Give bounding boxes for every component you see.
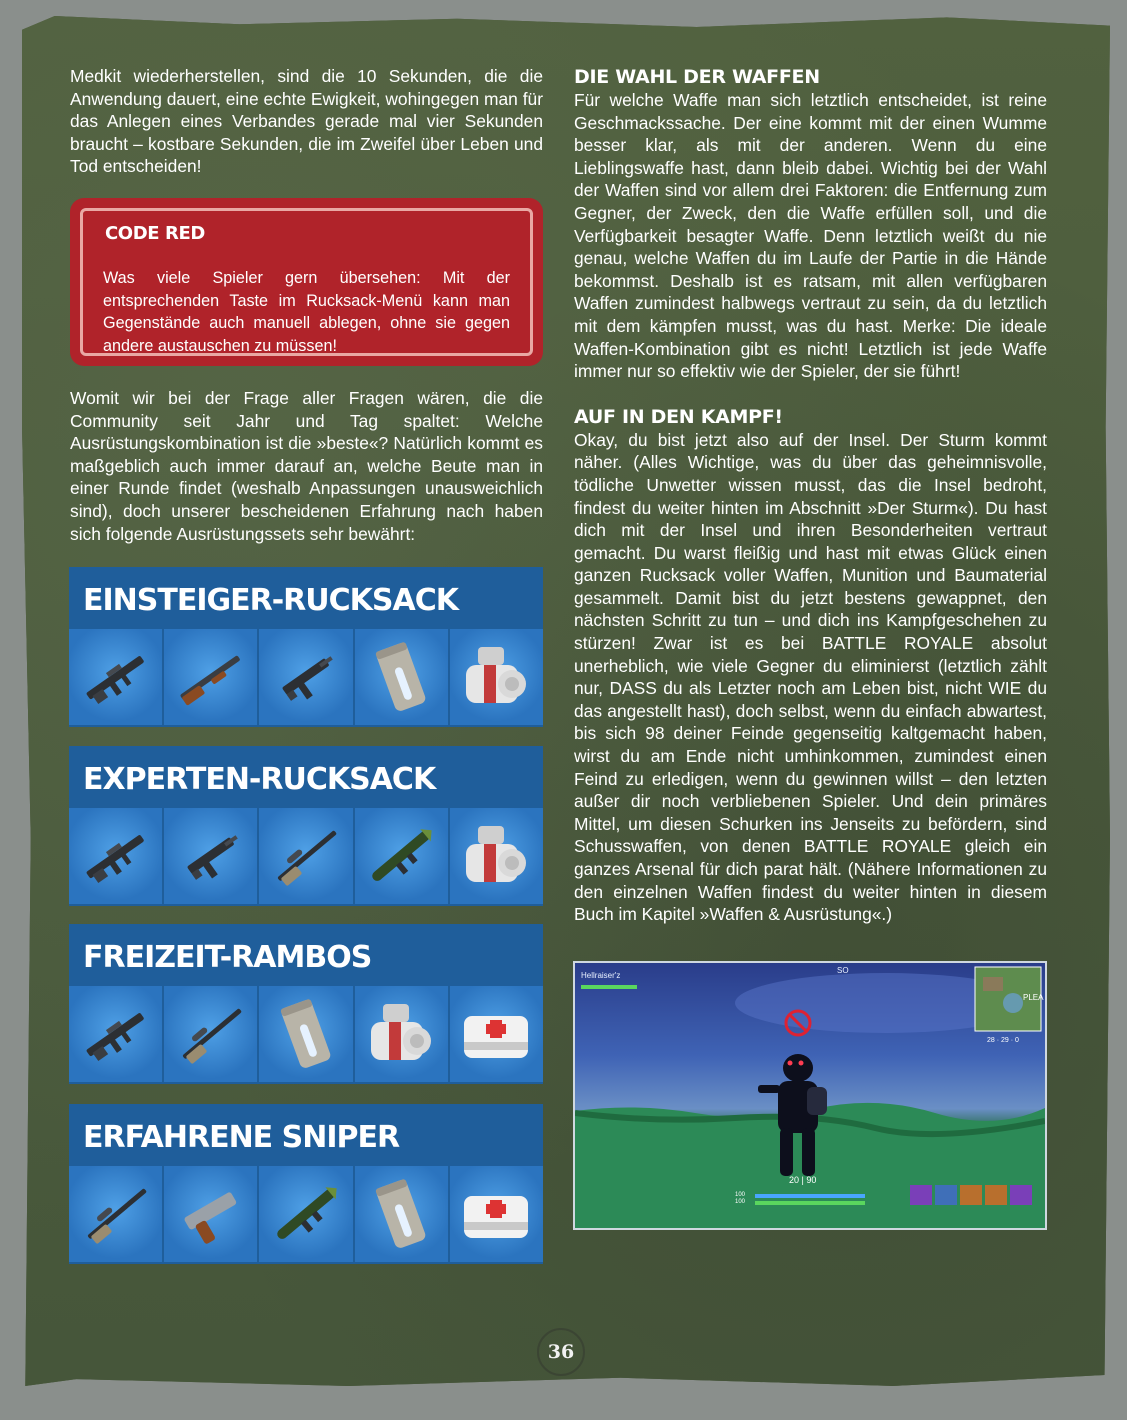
smg-icon [266,637,346,717]
item-tile [259,1166,352,1262]
left-column [70,65,543,178]
item-tile [164,1166,257,1262]
health-value: 100 [735,1199,746,1205]
kit-items [69,808,543,904]
code-red-title: CODE RED [105,223,205,244]
rifle-icon [76,637,156,717]
screenshot-scene [575,963,1045,1228]
compass-label: SO [837,966,849,975]
pistol-icon [171,1174,251,1254]
code-red-box [70,198,543,366]
heading-into-fight: AUF IN DEN KAMPF! [574,405,783,428]
item-tile [259,629,352,725]
kit-items [69,629,543,725]
kit-title: EXPERTEN-RUCKSACK [83,762,436,797]
item-tile [69,1166,162,1262]
right-column [574,65,1047,926]
into-fight-paragraph: Okay, du bist jetzt also auf der Insel. Der Sturm kommt näher. (Alles Wichtige, was du über das geheimnisvolle, tödliche Unwetter wissen musst, das die Insel bedroht, findest du weiter hinten im Abschnitt »Der Sturm«). Du hast dich mit der Insel und ihren Besonderheiten vertraut gemacht. Du warst fleißig und hast mit etwas Glück einen ganzen Rucksack voller Waffen, Munition und Baumaterial gesammelt. Damit bist du jetzt bestens gewappnet, den nächsten Schritt zu tun – und dich ins Kampfgeschehen zu stürzen! Zwar ist es bei BATTLE ROYALE absolut unerheblich, wie viele Gegner du eliminierst (letztlich zählt nur, DASS du als Letzter noch am Leben bist, nicht WIE du das angestellt hast), doch selbst, wenn du einfach abwartest, bis sich 98 deiner Feinde gegenseitig kaltgemacht haben, wirst du am Ende nicht umhinkommen, zumindest einen Feind zu erledigen, wenn du gewinnen willst – den letzten außer dir noch verbliebenen Spieler. Und dein primäres Mittel, um diesen Schurken ins Jenseits zu befördern, sind Schusswaffen, von denen BATTLE ROYALE gleich ein ganzes Arsenal für dich parat hält. (Nähere Informationen zu den einzelnen Waffen findest du weiter hinten in diesem Buch im Kapitel »Waffen & Ausrüstung«.) [574,429,1047,925]
item-tile [69,808,162,904]
item-tile [355,808,448,904]
item-tile [450,808,543,904]
weapon-choice-paragraph: Für welche Waffe man sich letztlich entscheidet, ist reine Geschmackssache. Der eine kommt mit der einen Wumme besser klar, als mit der anderen. Wenn du eine Lieblingswaffe hast, dann bleib dabei. Wichtig bei der Wahl der Waffen sind vor allem drei Faktoren: die Entfernung zum Gegner, der Zweck, den die Waffe erfüllen soll, und die Verfügbarkeit besagter Waffe. Denn letztlich weißt du nie genau, welche Waffen du im Laufe der Partie in die Hände bekommst. Deshalb ist es ratsam, mit allen verfügbaren Waffen zumindest halbwegs vertraut zu sein, da du letztlich mit dem kämpfen musst, was du hast. Merke: Die ideale Waffen-Kombination gibt es nicht! Letztlich ist jede Waffe immer nur so effektiv wie der Spieler, der sie führt! [574,90,1047,382]
rocket-launcher-icon [266,1174,346,1254]
medkit-icon [456,1174,536,1254]
kit-items [69,986,543,1082]
smg-icon [171,816,251,896]
item-tile [164,986,257,1082]
bandage-icon [456,637,536,717]
item-tile [450,629,543,725]
kit-freizeit [69,924,543,1084]
loadout-intro-paragraph: Womit wir bei der Frage aller Fragen wären, die die Community seit Jahr und Tag spaltet: Welche Ausrüstungskombination ist die »beste«? Natürlich kommt es maßgeblich auch immer darauf an, welche Beute man in einer Runde findet (weshalb Anpassungen unausweichlich sind), doch unserer bescheidenen Erfahrung nach haben sich folgende Ausrüstungssets sehr bewährt: [70,388,543,544]
item-tile [355,1166,448,1262]
sniper-icon [171,994,251,1074]
sniper-icon [76,1174,156,1254]
game-screenshot [573,961,1047,1230]
item-tile [259,808,352,904]
item-tile [69,629,162,725]
shotgun-icon [171,637,251,717]
shield-potion-icon [361,1174,441,1254]
code-red-text: Was viele Spieler gern übersehen: Mit der entsprechenden Taste im Rucksack-Menü kann man Gegenstände auch manuell ablegen, ohne sie gegen andere austauschen zu müssen! [103,269,510,355]
item-tile [164,629,257,725]
kit-einsteiger [69,567,543,727]
rifle-icon [76,816,156,896]
item-tile [450,1166,543,1262]
map-label: PLEA [1023,993,1044,1002]
medkit-icon [456,994,536,1074]
heading-weapon-choice: DIE WAHL DER WAFFEN [574,66,820,88]
item-tile [69,986,162,1082]
item-tile [355,986,448,1082]
shield-value: 100 [735,1192,746,1198]
page-number: 36 [537,1328,585,1376]
player-name: Hellraiser'z [581,971,621,980]
bandage-icon [456,816,536,896]
item-tile [259,986,352,1082]
kit-title: ERFAHRENE SNIPER [83,1120,400,1155]
rifle-icon [76,994,156,1074]
kit-title: EINSTEIGER-RUCKSACK [83,583,458,618]
intro-paragraph: Medkit wiederherstellen, sind die 10 Sekunden, die die Anwendung dauert, eine echte Ewigkeit, wohingegen man für das Anlegen eines Verbandes gerade mal vier Sekunden braucht – kostbare Sekunden, die im Zweifel über Leben und Tod entscheiden! [70,66,543,177]
bandage-icon [361,994,441,1074]
kit-sniper [69,1104,543,1264]
shield-potion-icon [361,637,441,717]
shield-potion-icon [266,994,346,1074]
kit-experten [69,746,543,906]
sniper-icon [266,816,346,896]
item-tile [450,986,543,1082]
item-tile [355,629,448,725]
kit-items [69,1166,543,1262]
kit-title: FREIZEIT-RAMBOS [83,940,372,975]
code-red-frame [80,208,533,356]
ammo-readout: 20 | 90 [789,1175,817,1185]
match-counters: 28 · 29 · 0 [987,1037,1019,1044]
item-tile [164,808,257,904]
rocket-launcher-icon [361,816,441,896]
